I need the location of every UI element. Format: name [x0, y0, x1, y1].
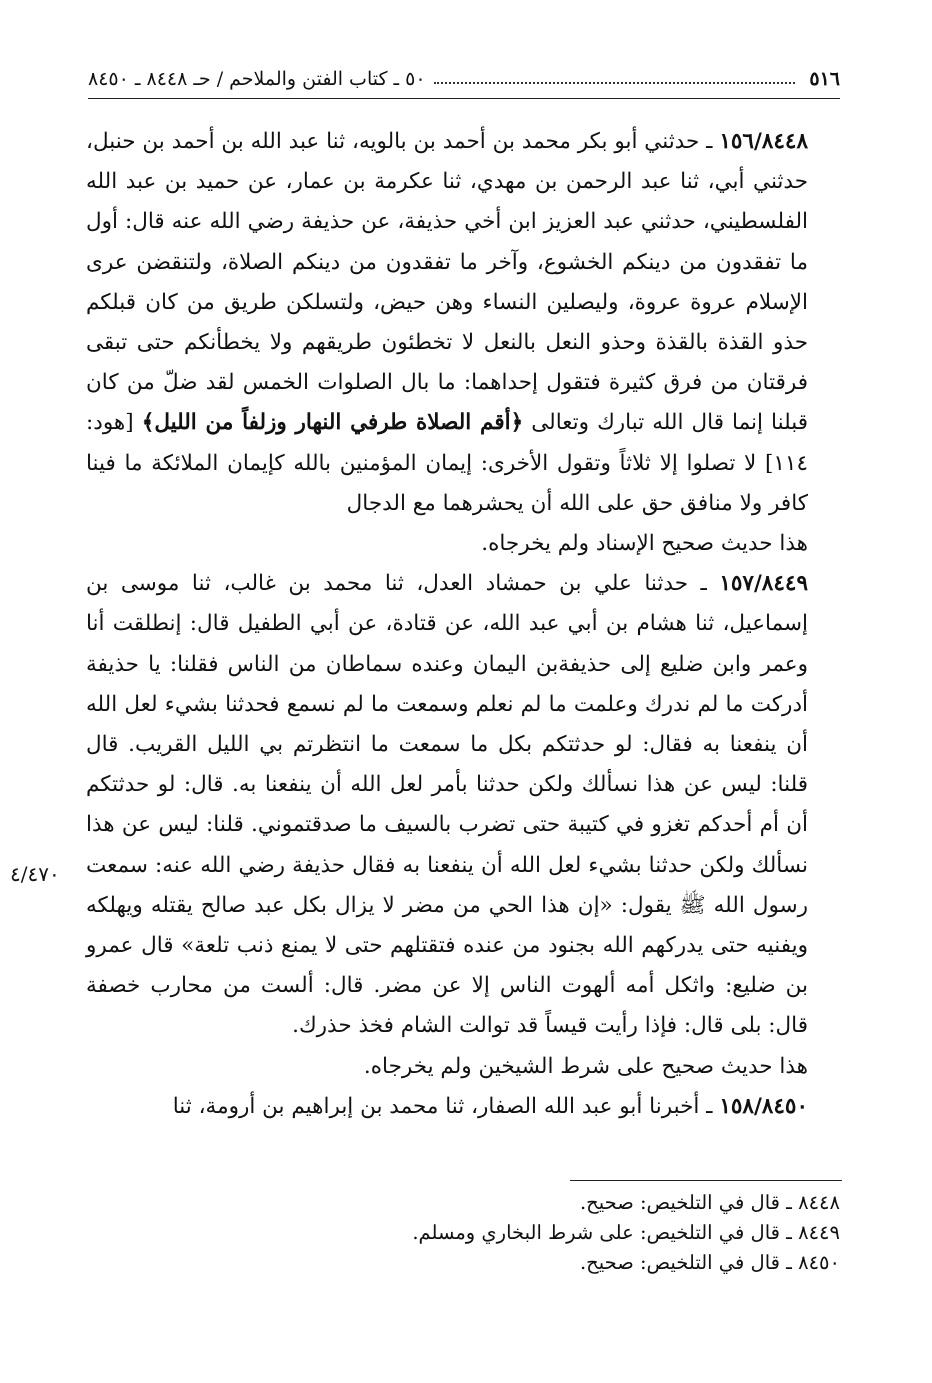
hadith-8450: [86, 1087, 840, 1127]
hadith-8448: [86, 122, 840, 524]
header-rule: [88, 98, 840, 99]
hadith-number: ١٥٦/٨٤٤٨: [719, 129, 808, 154]
hadith-number: ١٥٧/٨٤٤٩: [719, 571, 808, 597]
page-header: [88, 62, 840, 96]
hadith-8449: [86, 564, 840, 1046]
footnotes: [412, 1188, 840, 1278]
footnote-rule: [570, 1180, 842, 1181]
page-number: ٥١٦: [809, 68, 840, 90]
hadith-number: ١٥٨/٨٤٥٠: [719, 1093, 808, 1119]
hadith-text-continued: [هود: ١١٤] لا تصلوا إلا ثلاثاً وتقول الأخرى: إيمان المؤمنين بالله كإيمان الملائكة ما فينا كافر ولا منافق حق على الله أن يحشرهما مع الدجال: [86, 410, 808, 516]
footnote-8449: ٨٤٤٩ ـ قال في التلخيص: على شرط البخاري ومسلم.: [412, 1221, 840, 1244]
hadith-text: ـ أخبرنا أبو عبد الله الصفار، ثنا محمد بن إبراهيم بن أرومة، ثنا: [172, 1093, 713, 1119]
footnote-8450: ٨٤٥٠ ـ قال في التلخيص: صحيح.: [579, 1251, 840, 1274]
margin-volume-reference: ٤/٤٧٠: [10, 862, 60, 886]
footnote-8448: ٨٤٤٨ ـ قال في التلخيص: صحيح.: [579, 1191, 840, 1214]
header-dot-leader: [434, 82, 796, 84]
hadith-text: ـ حدثنا علي بن حمشاد العدل، ثنا محمد بن غالب، ثنا موسى بن إسماعيل، ثنا هشام بن أبي عبد الله، عن قتادة، عن أبي الطفيل قال: إنطلقت أنا وعمر وابن ضليع إلى حذيفةبن اليمان وعنده سماطان من الناس فقلنا: يا حذيفة أدركت ما لم ندرك وعلمت ما لم نعلم وسمعت ما لم نسمع فحدثنا بشيء لعل الله أن ينفعنا به فقال: لو حدثتكم بكل ما سمعت ما انتظرتم بي الليل القريب. قال قلنا: ليس عن هذا نسألك ولكن حدثنا بأمر لعل الله أن ينفعنا به. قال: لو حدثتكم أن أم أحدكم تغزو في كتيبة حتى تضرب بالسيف ما صدقتموني. قلنا: ليس عن هذا نسألك ولكن حدثنا بشيء لعل الله أن ينفعنا به فقال حذيفة رضي الله عنه: سمعت رسول الله ﷺ يقول: «إن هذا الحي من مضر لا يزال بكل عبد صالح يقتله ويهلكه ويفنيه حتى يدركهم الله بجنود من عنده فتقتلهم حتى لا يمنع ذنب تلعة» قال عمرو بن ضليع: واثكل أمه ألهوت الناس إلا عن مضر. قال: ألست من محارب خصفة قال: بلى قال: فإذا رأيت قيساً قد توالت الشام فخذ حذرك.: [86, 571, 808, 1039]
hadith-text: ـ حدثني أبو بكر محمد بن أحمد بن بالويه، ثنا عبد الله بن أحمد بن حنبل، حدثني أبي، ثنا عبد الرحمن بن مهدي، ثنا عكرمة بن عمار، عن حميد بن عبد الله الفلسطيني، حدثني عبد العزيز ابن أخي حذيفة، عن حذيفة رضي الله عنه قال: أول ما تفقدون من دينكم الخشوع، وآخر ما تفقدون من دينكم الصلاة، ولتنقضن عرى الإسلام عروة عروة، وليصلين النساء وهن حيض، ولتسلكن طريق من كان قبلكم حذو القذة بالقذة وحذو النعل بالنعل لا تخطئون طريقهم ولا يخطأنكم حتى تبقى فرقتان من فرق كثيرة فتقول إحداهما: ما بال الصلوات الخمس لقد ضلّ من كان قبلنا إنما قال الله تبارك وتعالى: [86, 129, 808, 436]
hadith-verdict: هذا حديث صحيح الإسناد ولم يخرجاه.: [481, 531, 808, 557]
quran-verse: ﴿أقم الصلاة طرفي النهار وزلفاً من الليل﴾: [141, 410, 524, 436]
running-title: ٥٠ ـ كتاب الفتن والملاحم / حـ ٨٤٤٨ ـ ٨٤٥٠: [88, 68, 426, 90]
main-text: [86, 122, 840, 1127]
hadith-verdict: هذا حديث صحيح على شرط الشيخين ولم يخرجاه.: [363, 1053, 808, 1079]
